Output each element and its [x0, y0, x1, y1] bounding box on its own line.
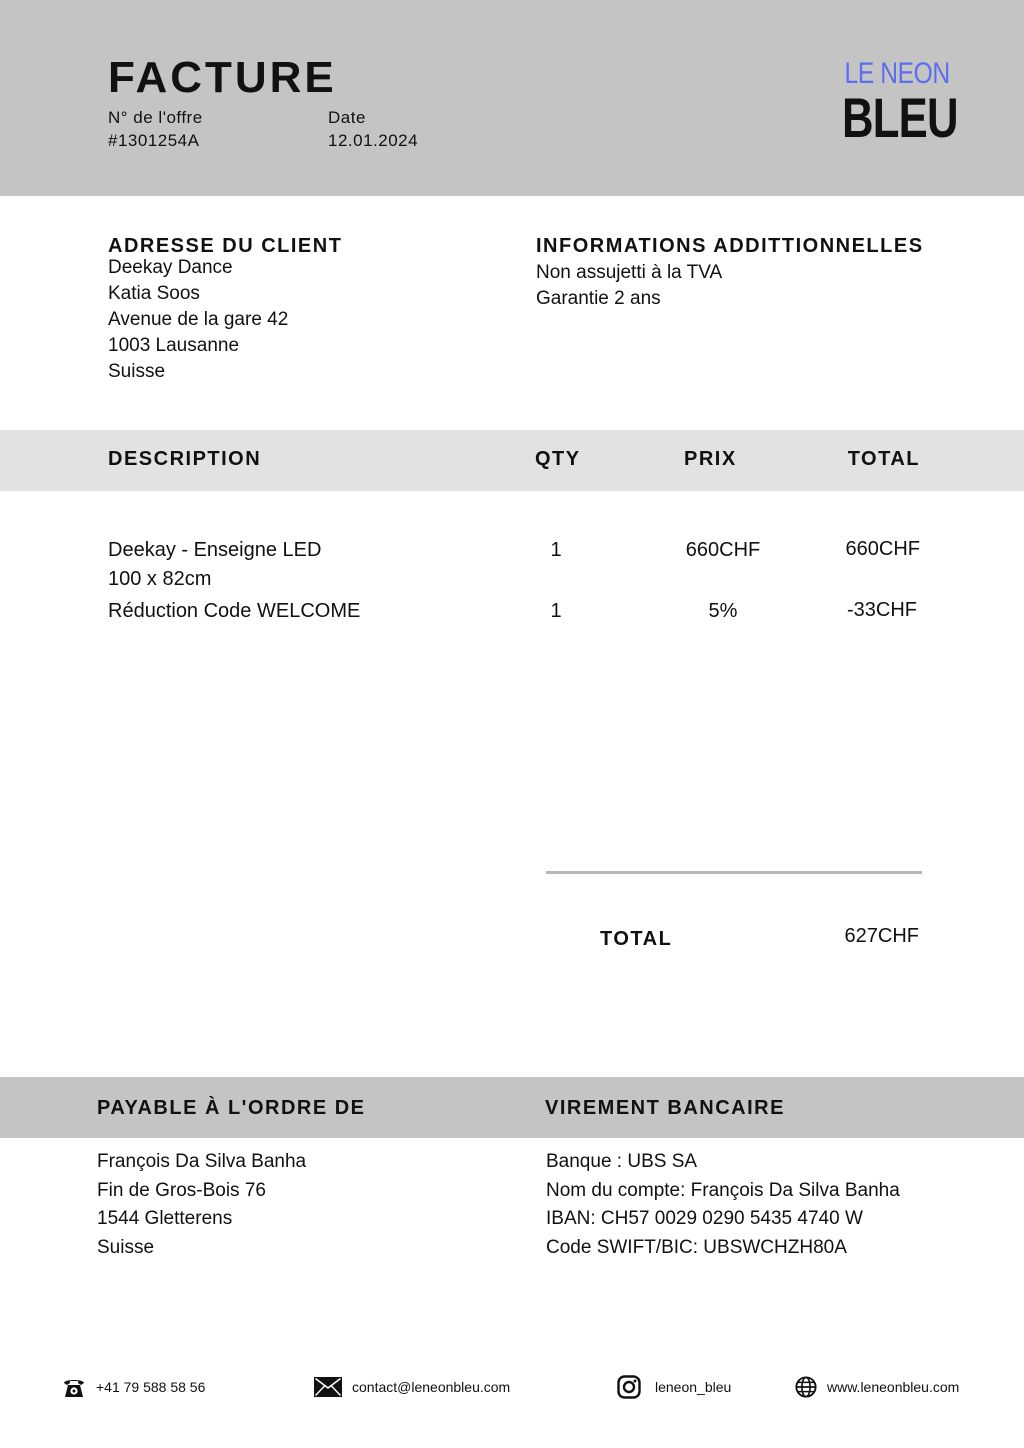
client-line: Deekay Dance — [108, 257, 233, 278]
logo-line-1: LE NEON — [844, 57, 950, 90]
bank-line: Nom du compte: François Da Silva Banha — [546, 1179, 900, 1201]
bank-transfer-heading: VIREMENT BANCAIRE — [545, 1097, 785, 1119]
table-row-price: 5% — [708, 600, 738, 622]
table-row-total: 660CHF — [845, 538, 920, 560]
column-header-description: DESCRIPTION — [108, 448, 262, 470]
table-row-description: Réduction Code WELCOME — [108, 600, 361, 622]
date-label: Date — [328, 108, 366, 127]
payable-line: 1544 Gletterens — [97, 1208, 233, 1229]
client-line: Suisse — [108, 361, 166, 382]
grand-total-value: 627CHF — [844, 925, 919, 947]
footer-phone[interactable] — [62, 1372, 205, 1402]
footer-website[interactable] — [795, 1372, 959, 1402]
footer-email-text: contact@leneonbleu.com — [352, 1379, 511, 1395]
globe-icon — [795, 1376, 817, 1398]
info-line: Garantie 2 ans — [536, 288, 661, 309]
footer-instagram-text: leneon_bleu — [655, 1379, 732, 1395]
table-row-description-detail: 100 x 82cm — [108, 568, 212, 590]
logo-line-2: BLEU — [842, 86, 958, 149]
additional-info-heading: INFORMATIONS ADDITTIONNELLES — [536, 235, 924, 257]
bank-transfer-block — [546, 1148, 900, 1262]
date-value: 12.01.2024 — [328, 131, 419, 150]
offer-number-value: #1301254A — [108, 131, 200, 150]
column-header-price: PRIX — [684, 448, 737, 470]
column-header-qty: QTY — [535, 448, 581, 470]
footer-instagram[interactable] — [617, 1372, 731, 1402]
client-line: Avenue de la gare 42 — [108, 309, 289, 330]
offer-number-label: N° de l'offre — [108, 108, 203, 127]
footer-website-text: www.leneonbleu.com — [827, 1379, 960, 1395]
table-row-qty: 1 — [550, 539, 562, 561]
total-divider — [546, 871, 922, 874]
client-address-block — [108, 255, 288, 385]
info-line: Non assujetti à la TVA — [536, 262, 723, 283]
footer-phone-text: +41 79 588 58 56 — [96, 1379, 206, 1395]
client-line: Katia Soos — [108, 283, 200, 304]
payable-line: Suisse — [97, 1236, 155, 1258]
table-row-price: 660CHF — [685, 539, 761, 561]
footer-email[interactable] — [314, 1372, 510, 1402]
payable-line: Fin de Gros-Bois 76 — [97, 1179, 266, 1201]
client-line: 1003 Lausanne — [108, 335, 240, 356]
bank-line: Code SWIFT/BIC: UBSWCHZH80A — [546, 1236, 847, 1258]
phone-icon — [62, 1375, 86, 1399]
invoice-title: FACTURE — [108, 53, 337, 102]
grand-total-label: TOTAL — [600, 928, 673, 950]
bank-line: IBAN: CH57 0029 0290 5435 4740 W — [546, 1208, 863, 1229]
bank-line: Banque : UBS SA — [546, 1151, 698, 1172]
mail-icon — [314, 1377, 342, 1397]
additional-info-block — [536, 260, 722, 312]
client-address-heading: ADRESSE DU CLIENT — [108, 235, 343, 257]
payable-to-block — [97, 1148, 306, 1262]
table-row-qty: 1 — [550, 600, 562, 622]
table-row-total: -33CHF — [846, 599, 917, 621]
instagram-icon — [617, 1375, 641, 1399]
table-row-description: Deekay - Enseigne LED — [108, 539, 322, 561]
payable-line: François Da Silva Banha — [97, 1151, 307, 1172]
column-header-total: TOTAL — [847, 448, 920, 470]
payable-to-heading: PAYABLE À L'ORDRE DE — [97, 1097, 366, 1119]
